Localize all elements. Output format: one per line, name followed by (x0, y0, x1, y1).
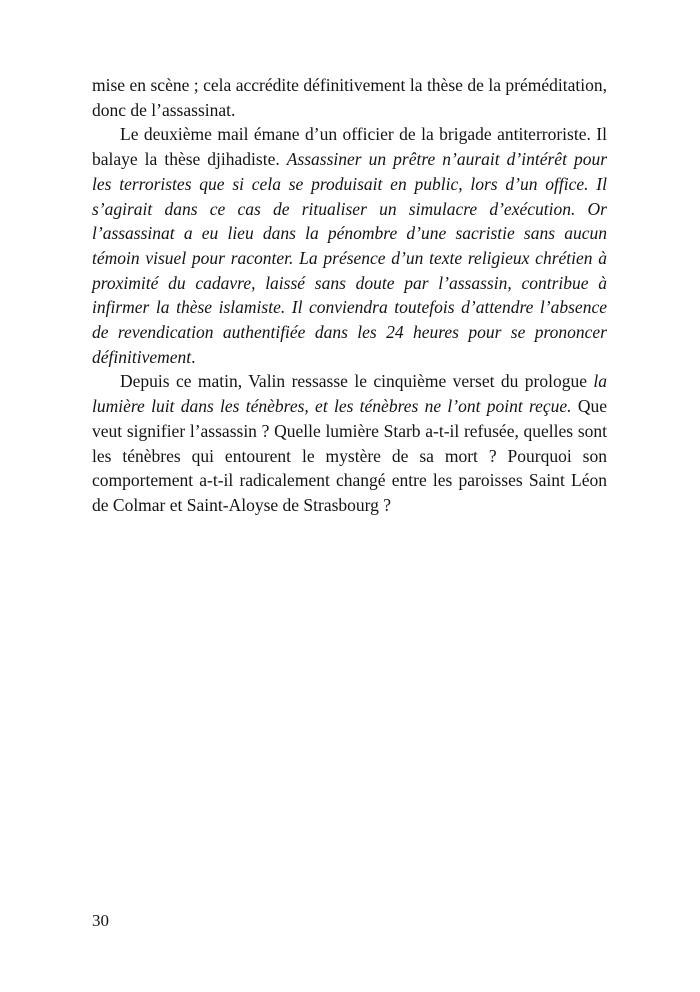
text-segment-italic-verse: la lumière luit dans les ténèbres, et les ténèbres ne l’ont point reçue. (92, 371, 607, 417)
text-segment: Que veut signifier l’assassin ? Quelle lumière Starb a-t-il refusée, quelles sont les ténèbres qui entourent le mystère de sa mort ? Pourquoi son comportement a-t-il radicalement changé entre les paroisses Saint Léon de Colmar et Saint-Aloyse de Strasbourg ? (92, 396, 607, 515)
text-segment: mise en scène ; cela accrédite définitivement la thèse de la préméditation, donc de l’assassinat. (92, 75, 607, 120)
text-segment-italic-quote: Assassiner un prêtre n’aurait d’intérêt pour les terroristes que si cela se produisait en public, lors d’un office. Il s’agirait dans ce cas de ritualiser un simulacre d’exécution. Or l’assassinat a eu lieu dans la pénombre d’une sacristie sans aucun témoin visuel pour raconter. La présence d’un texte religieux chrétien à proximité du cadavre, laissé sans doute par l’assassin, contribue à infirmer la thèse islamiste. Il conviendra toutefois d’attendre l’absence de revendication authentifiée dans les 24 heures pour se prononcer définitivement (92, 149, 608, 367)
text-segment: Le deuxième mail émane d’un officier de la brigade antiterroriste. Il balaye la thèse djihadiste. (92, 124, 607, 170)
text-segment: . (191, 346, 196, 367)
paragraph-second-mail (92, 122, 607, 369)
paragraph-continuation (92, 73, 607, 122)
paragraph-valin (92, 369, 607, 517)
body-text-block (92, 73, 607, 518)
page-number: 30 (92, 911, 109, 930)
text-segment: Depuis ce matin, Valin ressasse le cinquième verset du prologue (120, 371, 594, 392)
